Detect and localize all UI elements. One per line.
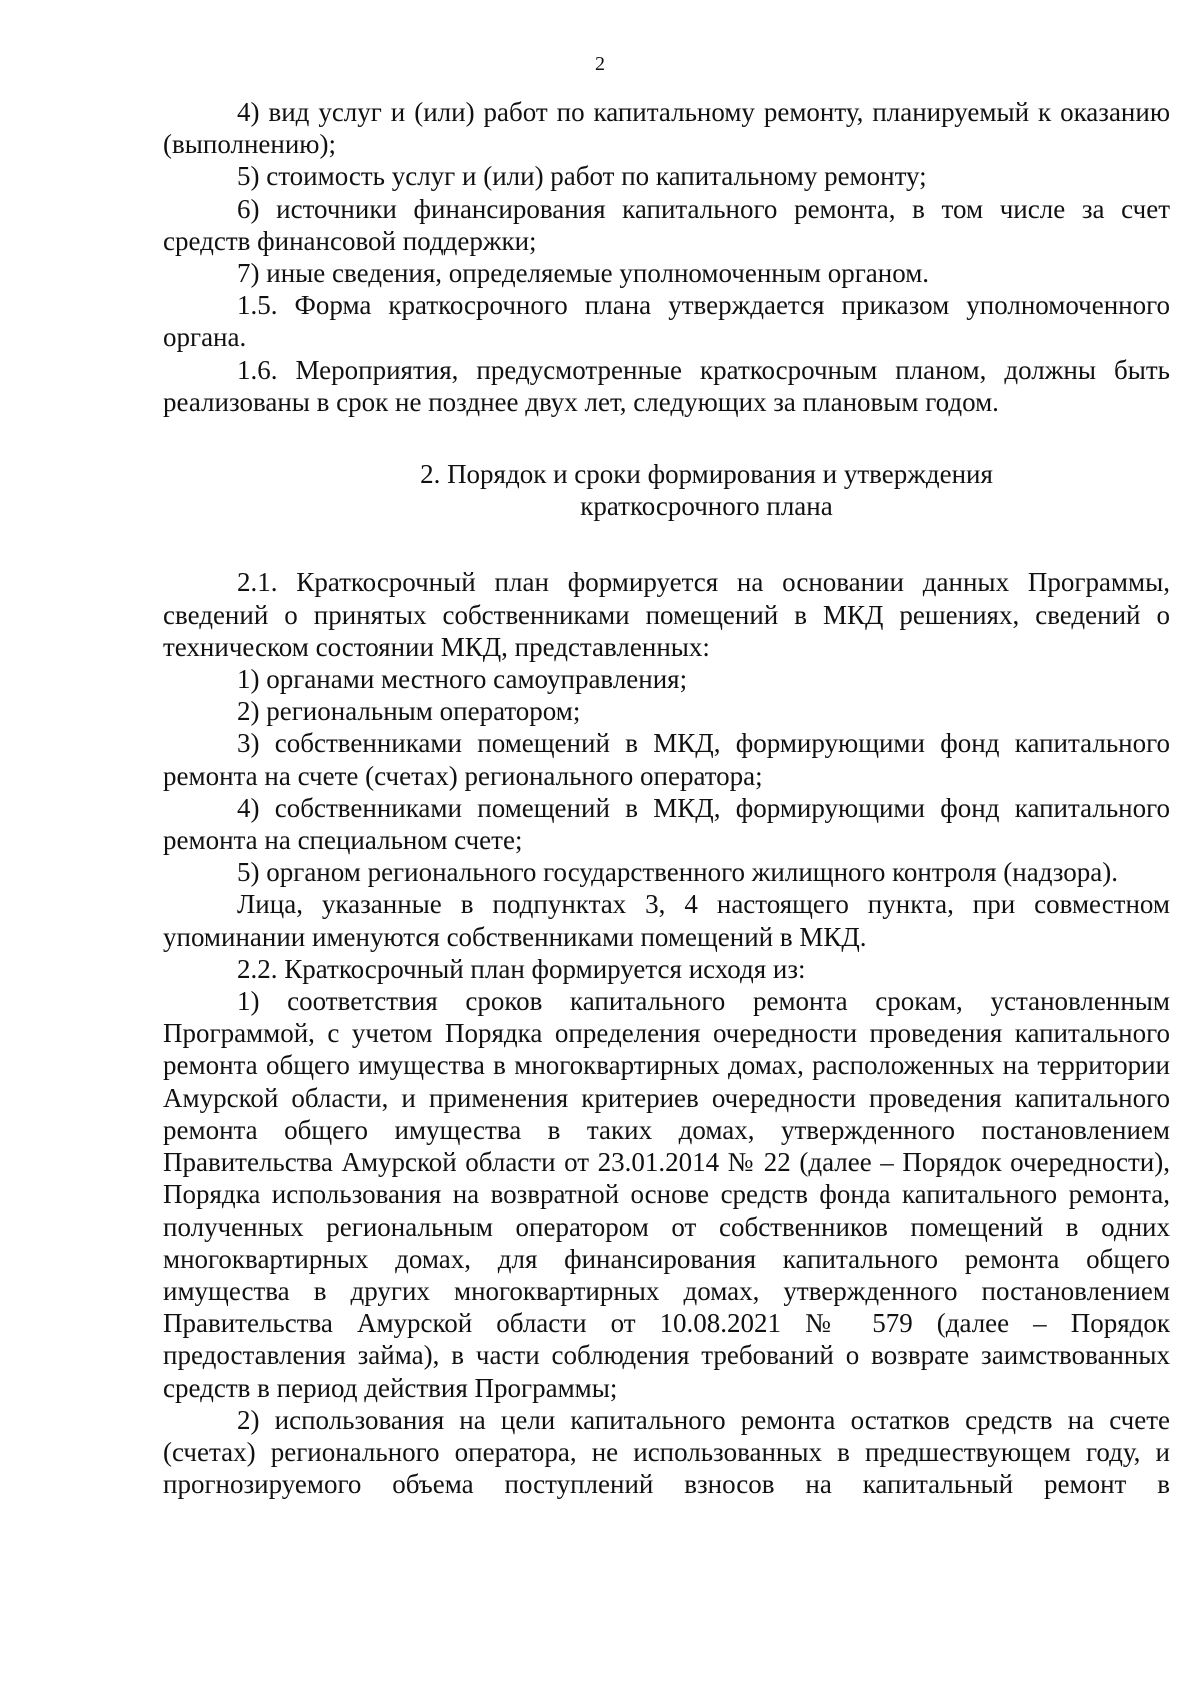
list-item-6: 6) источники финансирования капитального ремонта, в том числе за счет средств финансовой поддержки; bbox=[163, 193, 1170, 256]
source-item-5: 5) органом регионального государственного жилищного контроля (надзора). bbox=[237, 857, 1119, 888]
source-item-1: 1) органами местного самоуправления; bbox=[237, 664, 688, 695]
paragraph-2-2: 2.2. Краткосрочный план формируется исходя из: bbox=[237, 953, 806, 984]
page-number: 2 bbox=[595, 53, 605, 75]
paragraph-persons: Лица, указанные в подпунктах 3, 4 настоящего пункта, при совместном упоминании именуются собственниками помещений в МКД. bbox=[163, 889, 1170, 952]
section-2-heading-line-1: 2. Порядок и сроки формирования и утверждения bbox=[420, 459, 993, 490]
document-body bbox=[163, 96, 1170, 1500]
source-item-3: 3) собственниками помещений в МКД, формирующими фонд капитального ремонта на счете (счетах) регионального оператора; bbox=[163, 728, 1170, 791]
list-item-7: 7) иные сведения, определяемые уполномоченным органом. bbox=[237, 258, 930, 289]
paragraph-1-6: 1.6. Мероприятия, предусмотренные краткосрочным планом, должны быть реализованы в срок не позднее двух лет, следующих за плановым годом. bbox=[163, 354, 1170, 417]
basis-item-2: 2) использования на цели капитального ремонта остатков средств на счете (счетах) регионального оператора, не использованных в предшествующем году, и прогнозируемого объема поступлений взносов на капитальный ремонт в bbox=[163, 1404, 1170, 1500]
list-item-4: 4) вид услуг и (или) работ по капитальному ремонту, планируемый к оказанию (выполнению); bbox=[163, 97, 1170, 160]
paragraph-1-5: 1.5. Форма краткосрочного плана утверждается приказом уполномоченного органа. bbox=[163, 290, 1170, 353]
source-item-2: 2) региональным оператором; bbox=[237, 696, 581, 727]
list-item-5: 5) стоимость услуг и (или) работ по капитальному ремонту; bbox=[237, 161, 927, 192]
paragraph-2-1: 2.1. Краткосрочный план формируется на основании данных Программы, сведений о принятых собственниками помещений в МКД решениях, сведений о техническом состоянии МКД, представленных: bbox=[163, 567, 1170, 662]
section-2-heading-line-2: краткосрочного плана bbox=[580, 491, 833, 522]
source-item-4: 4) собственниками помещений в МКД, формирующими фонд капитального ремонта на специальном счете; bbox=[163, 792, 1170, 856]
basis-item-1: 1) соответствия сроков капитального ремонта срокам, установленным Программой, с учетом Порядка определения очередности проведения капитального ремонта общего имущества в многоквартирных домах, расположенных на территории Амурской области, и применения критериев очередности проведения капитального ремонта общего имущества в таких домах, утвержденного постановлением Правительства Амурской области от 23.01.2014 № 22 (далее – Порядок очередности), Порядка использования на возвратной основе средств фонда капитального ремонта, полученных региональным оператором от собственников помещений в одних многоквартирных домах, для финансирования капитального ремонта общего имущества в других многоквартирных домах, утвержденного постановлением Правительства Амурской области от 10.08.2021 № 579 (далее – Порядок предоставления займа), в части соблюдения требований о возврате заимствованных средств в период действия Программы; bbox=[163, 986, 1170, 1403]
